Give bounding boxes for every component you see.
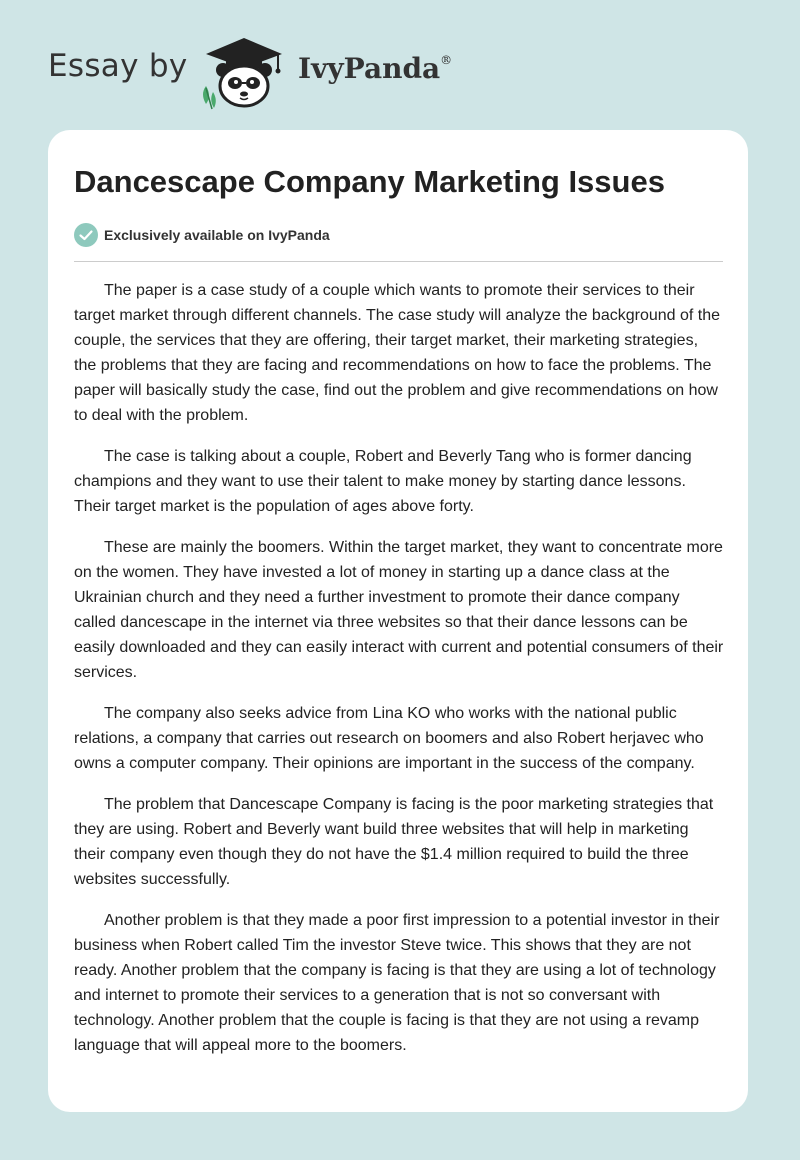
brand-label: IvyPanda	[298, 52, 441, 85]
paragraph: The company also seeks advice from Lina KO who works with the national public relations, a company that carries out research on boomers and also Robert herjavec who owns a computer company. Their opinions are important in the success of the company.	[74, 705, 704, 772]
panda-graduation-cap-icon[interactable]	[196, 34, 292, 110]
article-body	[74, 279, 724, 1075]
paragraph: These are mainly the boomers. Within the target market, they want to concentrate more on the women. They have invested a lot of money in starting up a dance class at the Ukrainian church and they need a further investment to promote their dance company called dancescape in the internet via three websites so that their dance lessons can be easily downloaded and they can easily interact with current and potential consumers of their services.	[74, 539, 724, 681]
exclusive-label: Exclusively available on IvyPanda	[104, 227, 330, 243]
exclusive-badge	[74, 223, 330, 247]
title-divider	[74, 261, 723, 262]
check-circle-icon	[74, 223, 98, 247]
paragraph: The case is talking about a couple, Robert and Beverly Tang who is former dancing champions and they want to use their talent to make money by starting dance lessons. Their target market is the population of ages above forty.	[74, 447, 692, 515]
essay-by-label: Essay by	[48, 48, 188, 84]
registered-mark: ®	[440, 53, 453, 67]
paragraph: The paper is a case study of a couple which wants to promote their services to their target market through different channels. The case study will analyze the background of the couple, the services that they are offering, their target market, their marketing strategies, the problems that they are facing and recommendations on how to face the problems. The paper will basically study the case, find out the problem and give recommendations on how to deal with the problem.	[74, 282, 721, 424]
paragraph: The problem that Dancescape Company is facing is the poor marketing strategies that they are using. Robert and Beverly want build three websites that will help in marketing their company even though they do not have the $1.4 million required to build the three websites successfully.	[74, 796, 714, 889]
article-title: Dancescape Company Marketing Issues	[74, 164, 665, 199]
paragraph: Another problem is that they made a poor first impression to a potential investor in their business when Robert called Tim the investor Steve twice. This shows that they are not ready. Another problem that the company is facing is that they are using a lot of technology and internet to promote their services to a generation that is not so conversant with technology. Another problem that the couple is facing is that they are not using a revamp language that will appeal more to the boomers.	[74, 912, 720, 1054]
brand-name[interactable]	[298, 52, 452, 85]
article-card	[48, 130, 748, 1112]
site-header	[0, 0, 800, 130]
